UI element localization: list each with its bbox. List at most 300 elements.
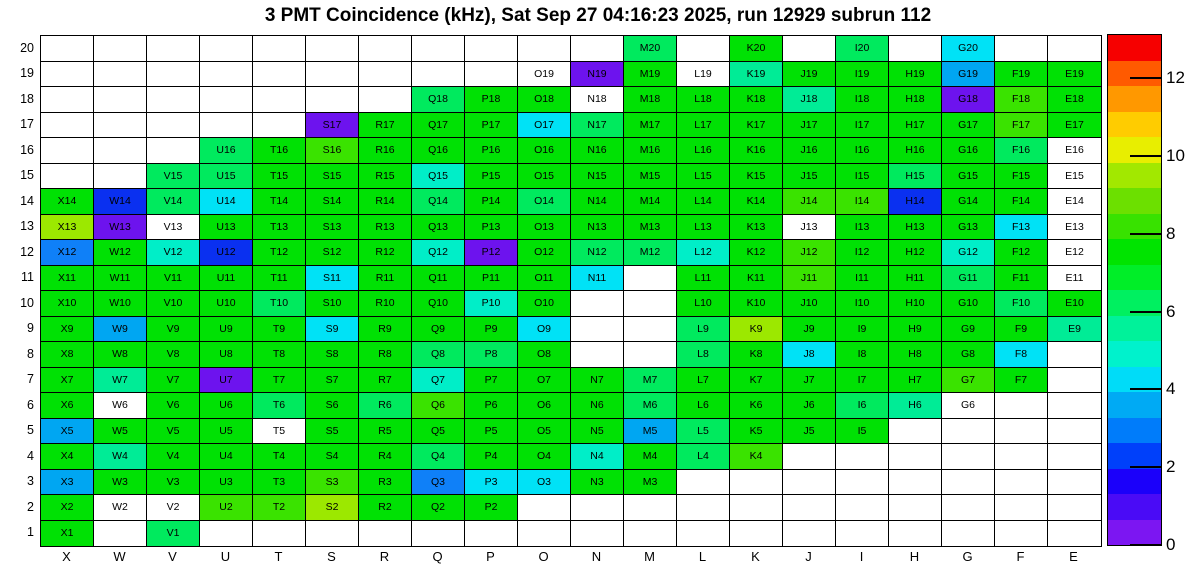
cell-R5: [359, 419, 412, 445]
cell-label: W2: [112, 501, 128, 513]
cell-empty: [995, 495, 1048, 521]
cell-empty: [359, 521, 412, 547]
cell-P13: [465, 215, 518, 241]
cell-label: J14: [800, 195, 818, 207]
cell-U9: [200, 317, 253, 343]
colorbar-band: [1108, 86, 1161, 112]
cell-label: U16: [216, 144, 236, 156]
cell-label: K15: [746, 169, 766, 182]
cell-label: T6: [272, 399, 286, 411]
cell-M3: [624, 470, 677, 496]
cell-O3: [518, 470, 571, 496]
cell-label: X10: [57, 297, 77, 309]
cell-label: X4: [60, 450, 74, 462]
cell-label: T4: [272, 450, 286, 462]
cell-S17: [306, 113, 359, 139]
cell-label: G16: [958, 144, 978, 156]
cell-empty: [1048, 342, 1101, 368]
cell-T15: [253, 164, 306, 190]
cell-P9: [465, 317, 518, 343]
cell-label: Q6: [430, 399, 445, 411]
cell-label: Q4: [430, 450, 445, 462]
cell-empty: [518, 36, 571, 62]
cell-label: T16: [269, 144, 289, 156]
cell-label: G8: [960, 348, 975, 360]
cell-V2: [147, 495, 200, 521]
x-axis-label-L: L: [698, 549, 707, 564]
cell-label: I12: [854, 246, 870, 258]
cell-X14: [41, 189, 94, 215]
colorbar-tick: [1130, 544, 1161, 546]
cell-label: W3: [112, 475, 128, 488]
cell-I20: [836, 36, 889, 62]
cell-V15: [147, 164, 200, 190]
cell-empty: [783, 470, 836, 496]
cell-label: J7: [803, 373, 815, 386]
cell-H7: [889, 368, 942, 394]
cell-label: Q3: [430, 475, 445, 488]
cell-F17: [995, 113, 1048, 139]
cell-label: K6: [749, 399, 763, 411]
cell-S7: [306, 368, 359, 394]
cell-empty: [942, 444, 995, 470]
cell-label: X14: [57, 195, 77, 207]
cell-label: R17: [375, 118, 395, 131]
cell-F19: [995, 62, 1048, 88]
cell-M12: [624, 240, 677, 266]
cell-empty: [783, 495, 836, 521]
cell-empty: [306, 521, 359, 547]
cell-N3: [571, 470, 624, 496]
cell-label: S9: [325, 322, 339, 335]
cell-X9: [41, 317, 94, 343]
cell-label: M19: [639, 67, 661, 80]
cell-U3: [200, 470, 253, 496]
colorbar-tick-label-12: 12: [1166, 68, 1185, 88]
cell-H8: [889, 342, 942, 368]
cell-label: E18: [1065, 93, 1084, 105]
cell-label: R3: [378, 475, 392, 488]
cell-label: S12: [322, 246, 342, 258]
cell-P11: [465, 266, 518, 292]
cell-label: U8: [219, 348, 233, 360]
cell-W11: [94, 266, 147, 292]
cell-S8: [306, 342, 359, 368]
cell-Q6: [412, 393, 465, 419]
cell-label: W10: [109, 297, 131, 309]
cell-label: I17: [854, 118, 870, 131]
cell-T8: [253, 342, 306, 368]
cell-V1: [147, 521, 200, 547]
cell-empty: [783, 36, 836, 62]
cell-label: Q2: [430, 501, 445, 513]
cell-label: J10: [800, 297, 818, 309]
cell-L4: [677, 444, 730, 470]
cell-label: M7: [642, 373, 658, 386]
cell-N19: [571, 62, 624, 88]
cell-label: H15: [905, 169, 925, 182]
cell-empty: [200, 113, 253, 139]
cell-R15: [359, 164, 412, 190]
cell-W7: [94, 368, 147, 394]
cell-empty: [412, 36, 465, 62]
cell-G8: [942, 342, 995, 368]
colorbar-band: [1108, 265, 1161, 291]
cell-label: L13: [694, 220, 712, 233]
cell-empty: [836, 495, 889, 521]
cell-empty: [677, 495, 730, 521]
cell-label: G18: [958, 93, 978, 105]
cell-label: L11: [694, 271, 712, 284]
cell-label: V5: [166, 424, 180, 437]
cell-label: G6: [960, 399, 975, 411]
y-axis-label-8: 8: [27, 346, 34, 361]
cell-F7: [995, 368, 1048, 394]
cell-empty: [518, 521, 571, 547]
x-axis-label-J: J: [805, 549, 812, 564]
cell-label: S10: [322, 297, 342, 309]
cell-K14: [730, 189, 783, 215]
cell-H9: [889, 317, 942, 343]
cell-label: K4: [749, 450, 763, 462]
cell-K7: [730, 368, 783, 394]
cell-label: T10: [269, 297, 289, 309]
cell-F15: [995, 164, 1048, 190]
cell-G7: [942, 368, 995, 394]
cell-P12: [465, 240, 518, 266]
cell-label: Q8: [430, 348, 445, 360]
cell-label: E16: [1065, 144, 1084, 156]
cell-M5: [624, 419, 677, 445]
cell-label: R11: [375, 271, 395, 284]
cell-empty: [147, 87, 200, 113]
cell-label: R4: [378, 450, 392, 462]
cell-label: I10: [854, 297, 870, 309]
cell-W5: [94, 419, 147, 445]
cell-empty: [200, 36, 253, 62]
cell-V8: [147, 342, 200, 368]
cell-label: H14: [905, 195, 925, 207]
cell-empty: [200, 521, 253, 547]
cell-T13: [253, 215, 306, 241]
cell-label: G9: [960, 322, 975, 335]
cell-label: I7: [857, 373, 867, 386]
x-axis-label-O: O: [538, 549, 549, 564]
cell-label: L6: [697, 399, 709, 411]
colorbar-band: [1108, 214, 1161, 240]
cell-F12: [995, 240, 1048, 266]
cell-label: M5: [642, 424, 658, 437]
colorbar-band: [1108, 137, 1161, 163]
cell-empty: [465, 521, 518, 547]
cell-J14: [783, 189, 836, 215]
cell-U16: [200, 138, 253, 164]
cell-R4: [359, 444, 412, 470]
cell-label: N19: [587, 67, 607, 80]
x-axis-label-K: K: [751, 549, 760, 564]
cell-empty: [624, 291, 677, 317]
cell-Q17: [412, 113, 465, 139]
cell-X13: [41, 215, 94, 241]
cell-M14: [624, 189, 677, 215]
cell-O11: [518, 266, 571, 292]
cell-E15: [1048, 164, 1101, 190]
cell-label: U5: [219, 424, 233, 437]
cell-O14: [518, 189, 571, 215]
cell-label: W14: [109, 195, 131, 207]
y-axis-label-18: 18: [20, 91, 34, 106]
cell-J5: [783, 419, 836, 445]
x-axis-label-F: F: [1016, 549, 1025, 564]
cell-O16: [518, 138, 571, 164]
cell-F18: [995, 87, 1048, 113]
cell-label: P12: [481, 246, 501, 258]
cell-empty: [253, 87, 306, 113]
cell-G19: [942, 62, 995, 88]
cell-R7: [359, 368, 412, 394]
cell-K19: [730, 62, 783, 88]
cell-empty: [306, 62, 359, 88]
cell-label: M13: [639, 220, 661, 233]
cell-J13: [783, 215, 836, 241]
cell-I11: [836, 266, 889, 292]
cell-T7: [253, 368, 306, 394]
cell-label: O10: [534, 297, 554, 309]
cell-empty: [253, 36, 306, 62]
cell-label: P5: [484, 424, 498, 437]
cell-Q9: [412, 317, 465, 343]
cell-label: T3: [272, 475, 286, 488]
cell-L17: [677, 113, 730, 139]
x-axis-label-I: I: [859, 549, 864, 564]
cell-label: E14: [1065, 195, 1084, 207]
cell-G10: [942, 291, 995, 317]
cell-label: K9: [749, 322, 763, 335]
cell-I17: [836, 113, 889, 139]
cell-label: J8: [803, 348, 815, 360]
cell-K5: [730, 419, 783, 445]
cell-label: K19: [746, 67, 766, 80]
cell-M19: [624, 62, 677, 88]
cell-label: W6: [112, 399, 128, 411]
cell-label: N14: [587, 195, 607, 207]
x-axis-label-Q: Q: [432, 549, 443, 564]
cell-label: V8: [166, 348, 180, 360]
cell-I14: [836, 189, 889, 215]
cell-P2: [465, 495, 518, 521]
cell-S11: [306, 266, 359, 292]
cell-N12: [571, 240, 624, 266]
cell-label: R15: [375, 169, 395, 182]
cell-label: X7: [60, 373, 74, 386]
cell-label: F10: [1011, 297, 1031, 309]
cell-label: P15: [481, 169, 501, 182]
cell-V3: [147, 470, 200, 496]
cell-label: Q5: [430, 424, 445, 437]
cell-empty: [677, 470, 730, 496]
cell-S6: [306, 393, 359, 419]
cell-G20: [942, 36, 995, 62]
cell-N4: [571, 444, 624, 470]
cell-label: S13: [322, 220, 342, 233]
cell-empty: [889, 419, 942, 445]
cell-label: S15: [322, 169, 342, 182]
cell-K6: [730, 393, 783, 419]
cell-M4: [624, 444, 677, 470]
cell-V11: [147, 266, 200, 292]
chart-title: 3 PMT Coincidence (kHz), Sat Sep 27 04:16:23 2025, run 12929 subrun 112: [264, 5, 932, 26]
x-axis-label-E: E: [1069, 549, 1078, 564]
y-axis-label-1: 1: [27, 525, 34, 540]
cell-label: H12: [905, 246, 925, 258]
cell-R8: [359, 342, 412, 368]
cell-label: F9: [1014, 322, 1028, 335]
cell-V7: [147, 368, 200, 394]
cell-label: U3: [219, 475, 233, 488]
cell-G14: [942, 189, 995, 215]
cell-K20: [730, 36, 783, 62]
cell-empty: [571, 495, 624, 521]
colorbar-band: [1108, 316, 1161, 342]
cell-T10: [253, 291, 306, 317]
cell-label: U14: [216, 195, 236, 207]
cell-O17: [518, 113, 571, 139]
cell-label: S17: [322, 118, 342, 131]
cell-X2: [41, 495, 94, 521]
cell-label: Q16: [428, 144, 448, 156]
cell-label: V1: [166, 527, 180, 539]
cell-label: V10: [163, 297, 183, 309]
cell-label: R14: [375, 195, 395, 207]
cell-label: W12: [109, 246, 131, 258]
cell-E16: [1048, 138, 1101, 164]
cell-label: X6: [60, 399, 74, 411]
x-axis-label-G: G: [962, 549, 973, 564]
cell-U15: [200, 164, 253, 190]
cell-label: P4: [484, 450, 498, 462]
cell-label: W11: [109, 271, 131, 284]
cell-label: E9: [1068, 322, 1081, 335]
y-axis-label-6: 6: [27, 397, 34, 412]
cell-label: S6: [325, 399, 339, 411]
cell-empty: [465, 62, 518, 88]
cell-empty: [730, 495, 783, 521]
cell-label: E12: [1065, 246, 1084, 258]
cell-label: W13: [109, 220, 131, 233]
cell-T11: [253, 266, 306, 292]
cell-label: H17: [905, 118, 925, 131]
y-axis-label-15: 15: [20, 168, 34, 183]
cell-W6: [94, 393, 147, 419]
cell-label: U10: [216, 297, 236, 309]
y-axis-label-13: 13: [20, 219, 34, 234]
cell-label: X8: [60, 348, 74, 360]
cell-label: T14: [269, 195, 289, 207]
cell-W3: [94, 470, 147, 496]
cell-empty: [1048, 521, 1101, 547]
cell-U13: [200, 215, 253, 241]
cell-label: V7: [166, 373, 180, 386]
cell-label: N4: [590, 450, 604, 462]
colorbar-tick-label-2: 2: [1166, 457, 1176, 477]
cell-label: J12: [800, 246, 818, 258]
cell-O12: [518, 240, 571, 266]
cell-Q14: [412, 189, 465, 215]
colorbar-tick-label-4: 4: [1166, 379, 1176, 399]
cell-M13: [624, 215, 677, 241]
cell-label: P18: [481, 93, 501, 105]
cell-label: F18: [1011, 93, 1031, 105]
cell-empty: [1048, 495, 1101, 521]
cell-label: U11: [216, 271, 236, 284]
y-axis-label-10: 10: [20, 295, 34, 310]
cell-empty: [571, 291, 624, 317]
cell-label: O12: [534, 246, 554, 258]
cell-label: O3: [536, 475, 551, 488]
cell-X10: [41, 291, 94, 317]
cell-label: E15: [1065, 169, 1084, 182]
colorbar-band: [1108, 188, 1161, 214]
cell-empty: [889, 495, 942, 521]
cell-empty: [94, 113, 147, 139]
colorbar-tick: [1130, 233, 1161, 235]
cell-empty: [147, 62, 200, 88]
cell-P16: [465, 138, 518, 164]
cell-empty: [995, 521, 1048, 547]
y-axis-label-9: 9: [27, 321, 34, 336]
cell-label: F13: [1011, 220, 1031, 233]
cell-label: R8: [378, 348, 392, 360]
cell-R13: [359, 215, 412, 241]
cell-empty: [836, 470, 889, 496]
x-axis-label-S: S: [327, 549, 336, 564]
cell-label: O15: [534, 169, 554, 182]
cell-label: T13: [269, 220, 289, 233]
cell-label: J18: [800, 93, 818, 105]
cell-P5: [465, 419, 518, 445]
cell-label: S7: [325, 373, 339, 386]
cell-M15: [624, 164, 677, 190]
cell-label: I6: [857, 399, 867, 411]
cell-L19: [677, 62, 730, 88]
cell-T6: [253, 393, 306, 419]
cell-label: X5: [60, 424, 74, 437]
cell-I7: [836, 368, 889, 394]
cell-label: M4: [642, 450, 658, 462]
cell-label: L7: [697, 373, 709, 386]
cell-T14: [253, 189, 306, 215]
cell-J11: [783, 266, 836, 292]
cell-empty: [571, 521, 624, 547]
cell-label: K13: [746, 220, 766, 233]
cell-empty: [730, 470, 783, 496]
cell-L18: [677, 87, 730, 113]
cell-T9: [253, 317, 306, 343]
colorbar-band: [1108, 35, 1161, 61]
colorbar-band: [1108, 163, 1161, 189]
cell-Q13: [412, 215, 465, 241]
cell-label: U15: [216, 169, 236, 182]
cell-label: G7: [960, 373, 975, 386]
cell-M16: [624, 138, 677, 164]
cell-E14: [1048, 189, 1101, 215]
cell-Q15: [412, 164, 465, 190]
cell-E12: [1048, 240, 1101, 266]
x-axis-label-H: H: [909, 549, 920, 564]
y-axis-label-20: 20: [20, 40, 34, 55]
colorbar: [1107, 34, 1162, 546]
cell-empty: [995, 444, 1048, 470]
